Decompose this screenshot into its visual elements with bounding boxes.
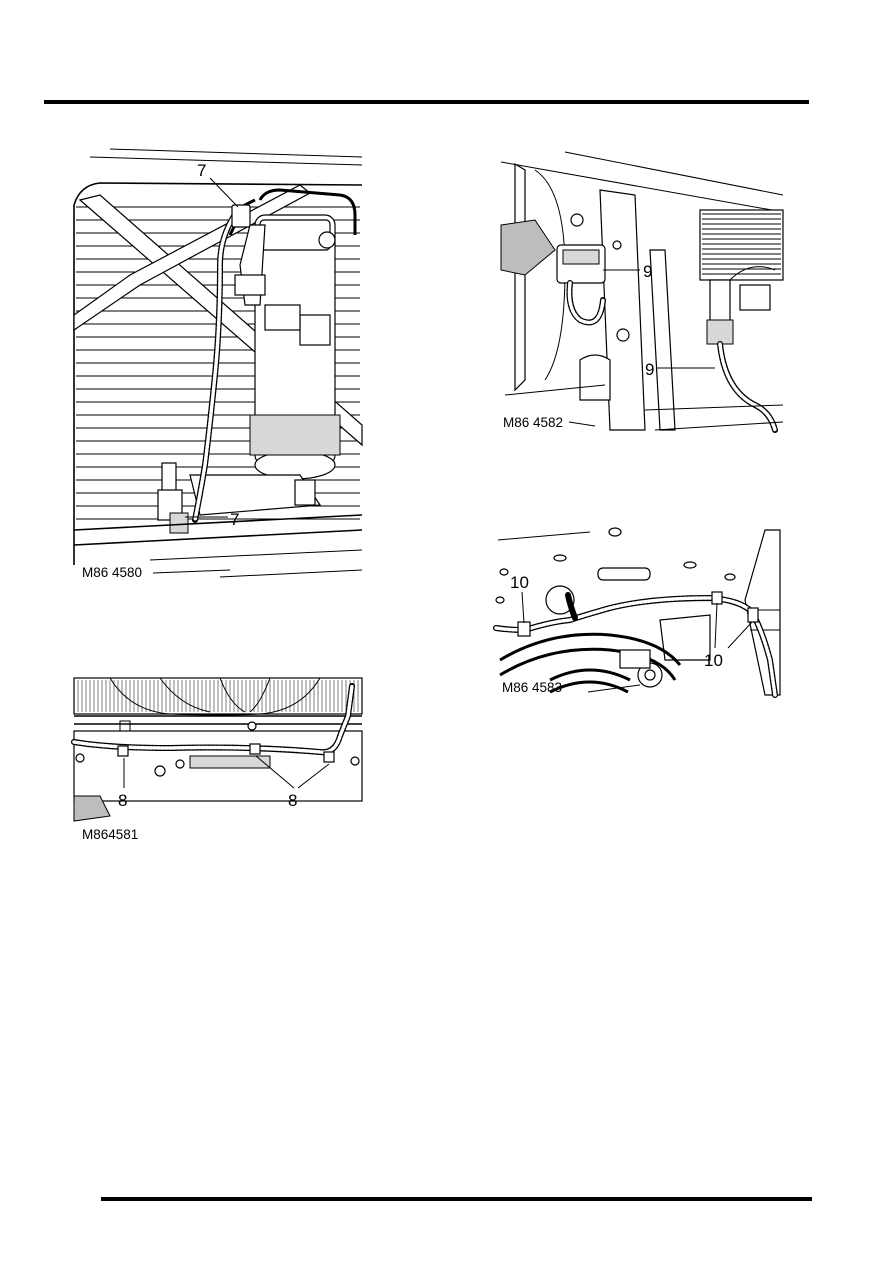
figure-ref-m86-4583: M86 4583 xyxy=(502,680,563,695)
callout-9-top: 9 xyxy=(643,262,653,281)
figure-ref-m86-4580: M86 4580 xyxy=(82,565,143,580)
callout-8-left: 8 xyxy=(118,791,128,810)
callout-7-bottom: 7 xyxy=(230,510,240,529)
callout-8-right: 8 xyxy=(288,791,298,810)
figure-ref-m86-4582: M86 4582 xyxy=(503,415,564,430)
callout-10-right: 10 xyxy=(704,651,723,670)
figure-m86-4583 xyxy=(490,520,785,705)
footer-rule xyxy=(101,1197,812,1201)
callout-7-top: 7 xyxy=(197,161,207,180)
figure-ref-m864581: M864581 xyxy=(82,827,139,842)
callout-10-left: 10 xyxy=(510,573,529,592)
callout-9-bottom: 9 xyxy=(645,360,655,379)
header-rule xyxy=(44,100,809,104)
figure-m864581 xyxy=(70,676,365,846)
figure-m86-4582 xyxy=(495,150,785,435)
figure-m86-4580 xyxy=(70,145,365,585)
